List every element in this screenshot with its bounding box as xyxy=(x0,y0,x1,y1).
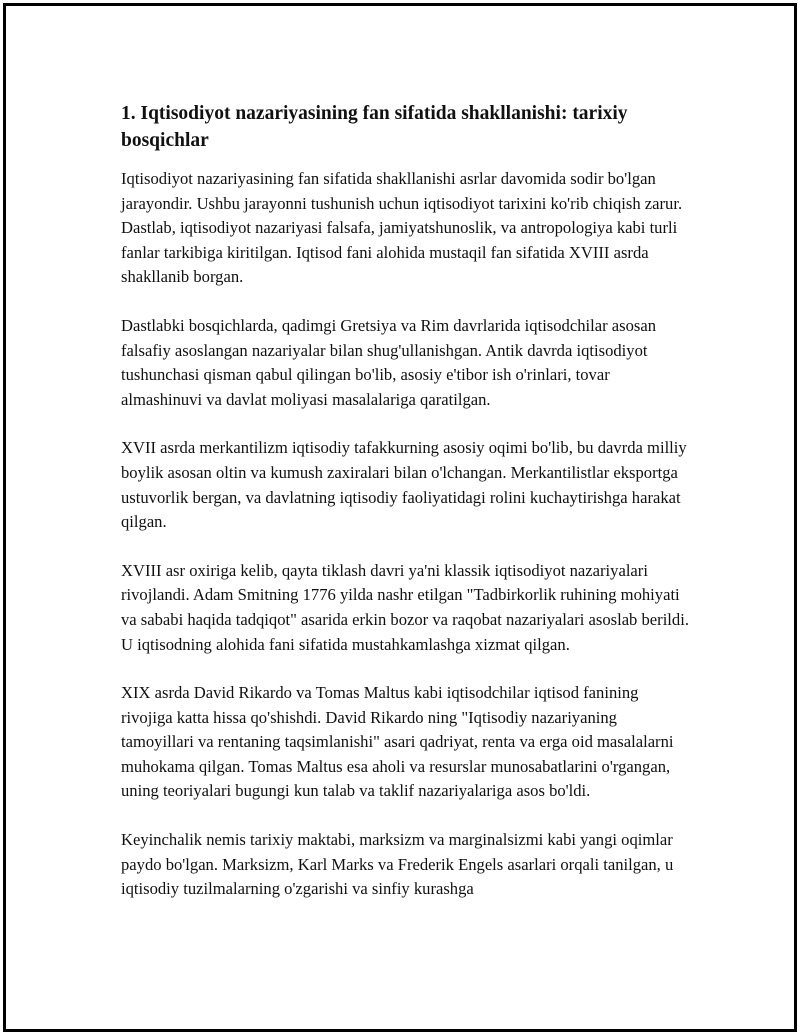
paragraph-5: XIX asrda David Rikardo va Tomas Maltus kabi iqtisodchilar iqtisod fanining rivojiga katta hissa qo'shishdi. David Rikardo ning "Iqtisodiy nazariyaning tamoyillari va rentaning taqsimlanishi" asari qadriyat, renta va erga oid masalalarni muhokama qilgan. Tomas Maltus esa aholi va resurslar munosabatlarini o'rgangan, uning teoriyalari bugungi kun talab va taklif nazariyalariga asos bo'ldi. xyxy=(121,683,674,801)
paragraph-4: XVIII asr oxiriga kelib, qayta tiklash davri ya'ni klassik iqtisodiyot nazariyalari rivojlandi. Adam Smitning 1776 yilda nashr etilgan "Tadbirkorlik ruhining mohiyati va sababi haqida tadqiqot" asarida erkin bozor va raqobat nazariyalari asoslab berildi. U iqtisodning alohida fani sifatida mustahkamlashga xizmat qilgan. xyxy=(121,560,689,654)
paragraph-6: Keyinchalik nemis tarixiy maktabi, marksizm va marginalsizmi kabi yangi oqimlar paydo bo'lgan. Marksizm, Karl Marks va Frederik Engels asarlari orqali tanilgan, u iqtisodiy tuzilmalarning o'zgarishi va sinfiy kurashga xyxy=(121,830,674,899)
paragraph-2: Dastlabki bosqichlarda, qadimgi Gretsiya va Rim davrlarida iqtisodchilar asosan falsafiy asoslangan nazariyalar bilan shug'ullanishgan. Antik davrda iqtisodiyot tushunchasi qisman qabul qilingan bo'lib, asosiy e'tibor ish o'rinlari, tovar almashinuvi va davlat moliyasi masalalariga qaratilgan. xyxy=(121,315,657,409)
section-heading: 1. Iqtisodiyot nazariyasining fan sifatida shakllanishi: tarixiy bosqichlar xyxy=(121,103,628,151)
page-frame xyxy=(3,3,797,1032)
paragraph-1: Iqtisodiyot nazariyasining fan sifatida shakllanishi asrlar davomida sodir bo'lgan jarayondir. Ushbu jarayonni tushunish uchun iqtisodiyot tarixini ko'rib chiqish zarur. Dastlab, iqtisodiyot nazariyasi falsafa, jamiyatshunoslik, va antropologiya kabi turli fanlar tarkibiga kiritilgan. Iqtisod fani alohida mustaqil fan sifatida XVIII asrda shakllanib borgan. xyxy=(121,169,683,287)
document-body xyxy=(121,100,691,926)
paragraph-3: XVII asrda merkantilizm iqtisodiy tafakkurning asosiy oqimi bo'lib, bu davrda milliy boylik asosan oltin va kumush zaxiralari bilan o'lchangan. Merkantilistlar eksportga ustuvorlik bergan, va davlatning iqtisodiy faoliyatidagi rolini kuchaytirishga harakat qilgan. xyxy=(121,438,687,532)
